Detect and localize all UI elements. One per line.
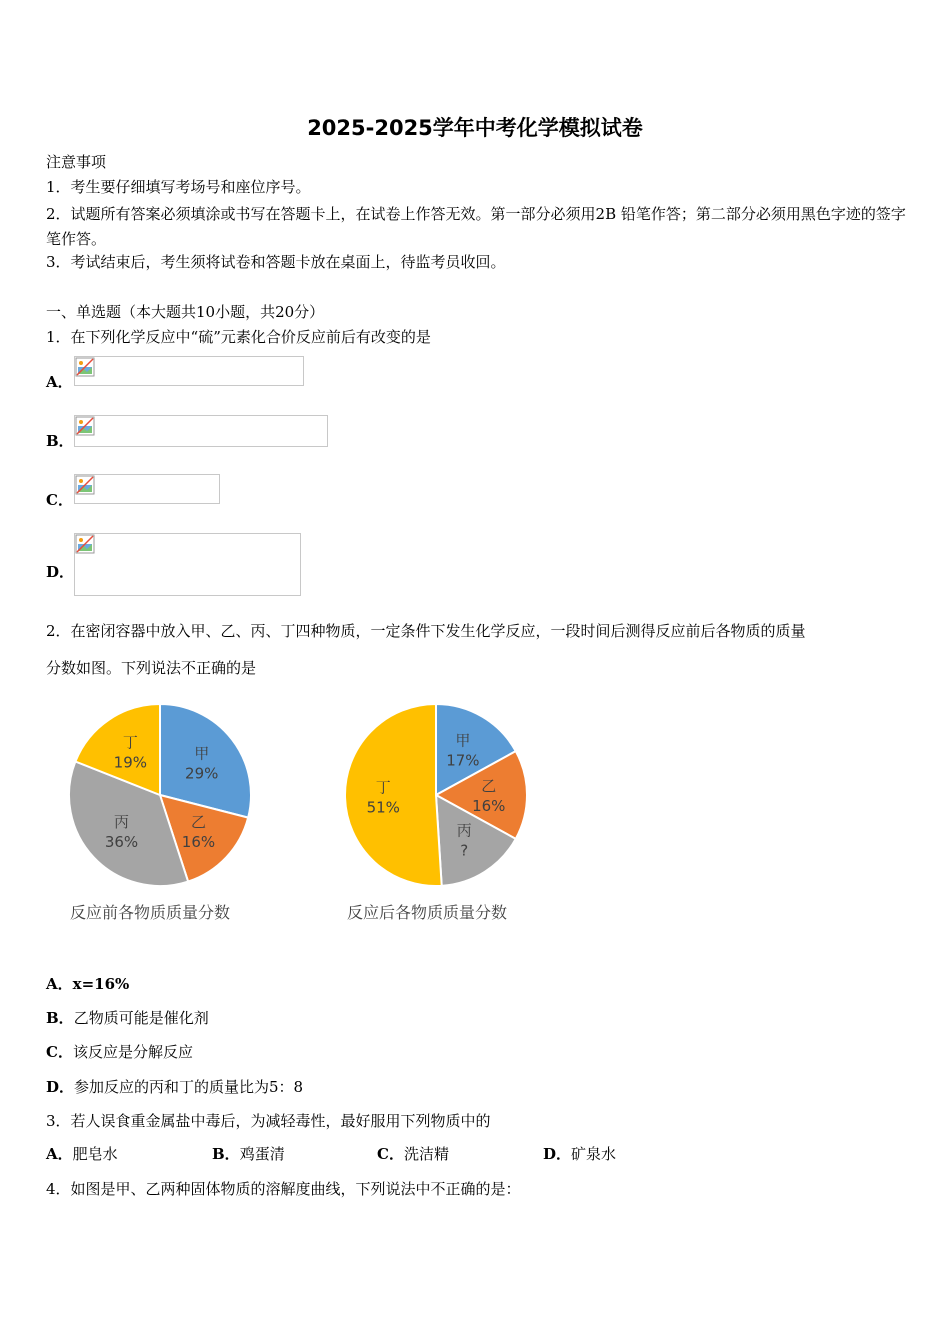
pie-slice-name: 甲 [455,731,471,750]
option-text: 洗洁精 [403,1145,449,1163]
pie-slice-label: 19% [113,753,148,772]
option-label: D． [543,1145,572,1163]
pie-slice-name: 乙 [481,777,497,795]
pie-slice-label: 16% [472,797,506,815]
pie-slice-label: 29% [185,764,219,783]
option-b-image [74,415,328,447]
option-text: x=16% [72,975,130,993]
pie-chart-after-title: 反应后各物质质量分数 [347,903,508,922]
pie-chart-before-title: 反应前各物质质量分数 [70,903,231,922]
pie-slice-label: 51% [366,798,400,817]
question-3-option-d[interactable] [543,1144,616,1164]
question-2-option-c[interactable] [46,1042,193,1062]
pie-chart-after [330,695,560,895]
question-2-stem-line-1: 2．在密闭容器中放入甲、乙、丙、丁四种物质，一定条件下发生化学反应，一段时间后测得反应前后各物质的质量 [46,622,806,640]
notice-item-3: 3．考试结束后，考生须将试卷和答题卡放在桌面上，待监考员收回。 [46,253,506,271]
option-label: A． [46,975,73,993]
option-c-image [74,474,220,504]
notice-heading: 注意事项 [46,153,107,171]
option-a-image [74,356,304,386]
broken-image-icon [75,475,95,495]
question-3-stem: 3．若人误食重金属盐中毒后，为减轻毒性，最好服用下列物质中的 [46,1112,491,1130]
option-d-image [74,533,301,596]
notice-item-2: 2．试题所有答案必须填涂或书写在答题卡上，在试卷上作答无效。第一部分必须用2B 铅笔作答；第二部分必须用黑色字迹的签字笔作答。 [46,205,906,248]
broken-image-icon [75,534,95,554]
pie-slice-name: 乙 [190,813,206,832]
pie-slice-label: 16% [181,833,216,852]
broken-image-icon [75,357,95,377]
option-text: 肥皂水 [72,1145,118,1163]
pie-slice-name: 丙 [456,821,472,840]
option-label: A． [46,1145,73,1163]
pie-slice-name: 丁 [122,733,138,752]
option-text: 鸡蛋清 [239,1145,285,1163]
question-1-option-d[interactable]: D． [46,563,75,581]
question-2-option-d[interactable] [46,1077,303,1097]
option-text: 该反应是分解反应 [72,1043,193,1061]
question-3-option-b[interactable] [212,1144,285,1164]
option-label: B． [212,1145,240,1163]
option-text: 参加反应的丙和丁的质量比为5：8 [74,1078,304,1096]
question-1-option-c[interactable]: C． [46,491,73,509]
question-3-option-a[interactable] [46,1144,118,1164]
option-label: B． [46,1009,74,1027]
pie-slice-label: ? [460,841,469,860]
question-2-option-a[interactable] [46,974,129,994]
broken-image-icon [75,416,95,436]
option-text: 矿泉水 [571,1145,617,1163]
question-1-option-a[interactable]: A． [46,373,73,391]
pie-slice-name: 丁 [375,778,391,797]
pie-slice-label: 17% [446,751,480,770]
option-text: 乙物质可能是催化剂 [73,1009,209,1027]
option-label: D． [46,1078,75,1096]
option-label: C． [46,1043,73,1061]
pie-slice-name: 甲 [194,744,210,763]
question-1-option-b[interactable]: B． [46,432,74,450]
page-title: 2025-2025学年中考化学模拟试卷 [307,116,643,140]
option-label: C． [377,1145,404,1163]
pie-slice-name: 丙 [114,813,130,832]
question-4-stem: 4．如图是甲、乙两种固体物质的溶解度曲线，下列说法中不正确的是： [46,1180,521,1198]
question-1-stem: 1．在下列化学反应中“硫”元素化合价反应前后有改变的是 [46,328,431,346]
pie-slice-label: 36% [104,833,139,852]
section-heading: 一、单选题（本大题共10小题，共20分） [46,303,325,321]
question-2-option-b[interactable] [46,1008,209,1028]
question-3-option-c[interactable] [377,1144,449,1164]
question-2-stem-line-2: 分数如图。下列说法不正确的是 [46,659,257,677]
pie-chart-before [50,695,280,895]
notice-item-1: 1．考生要仔细填写考场号和座位序号。 [46,178,311,196]
pie-slice-3 [345,704,442,886]
